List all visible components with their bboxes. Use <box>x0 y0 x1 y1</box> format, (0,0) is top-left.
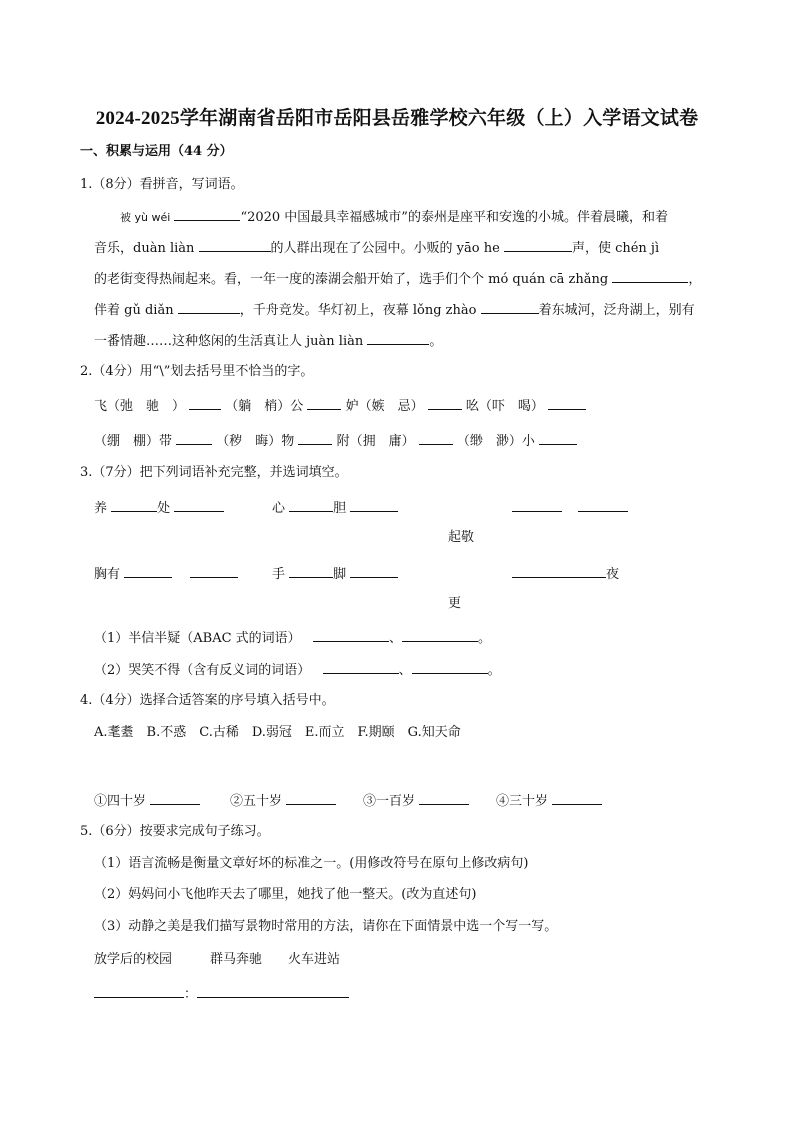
q3-row-1: 养 处 <box>94 498 224 518</box>
answer-blank[interactable] <box>548 396 586 410</box>
q3-heading: 3.（7分）把下列词语补充完整，并选词填空。 <box>80 465 348 480</box>
answer-blank[interactable] <box>350 498 398 512</box>
answer-blank[interactable] <box>174 207 240 221</box>
answer-blank[interactable] <box>512 498 562 512</box>
q5-answer-line: ： <box>94 984 349 1004</box>
answer-blank[interactable] <box>286 791 336 805</box>
q5-heading: 5.（6分）按要求完成句子练习。 <box>80 824 270 839</box>
answer-blank[interactable] <box>552 791 602 805</box>
answer-blank[interactable] <box>350 564 398 578</box>
q3-row-1b: 心 胆 <box>272 498 398 518</box>
answer-blank[interactable] <box>178 300 240 314</box>
answer-blank[interactable] <box>402 628 478 642</box>
answer-blank[interactable] <box>367 331 429 345</box>
answer-blank[interactable] <box>197 984 349 998</box>
section-heading: 一、积累与运用（44 分） <box>80 144 233 159</box>
answer-blank[interactable] <box>313 628 389 642</box>
answer-blank[interactable] <box>94 984 184 998</box>
q1-line-1: 被 yù wéi “2020 中国最具幸福感城市”的泰州是座平和安逸的小城。伴着晨曦，和着 <box>120 207 668 227</box>
answer-blank[interactable] <box>419 791 469 805</box>
q3-note-1: 起敬 <box>448 530 475 545</box>
answer-blank[interactable] <box>174 498 224 512</box>
answer-blank[interactable] <box>199 238 271 252</box>
q4-age-1: ①四十岁 <box>94 791 200 811</box>
q5-scene-2: 群马奔驰 <box>210 952 263 967</box>
q3-row-2: 胸有 <box>94 564 238 584</box>
answer-blank[interactable] <box>323 660 399 674</box>
q1-heading: 1.（8分）看拼音，写词语。 <box>80 177 244 192</box>
q3-row-2b: 手 脚 <box>272 564 398 584</box>
q4-heading: 4.（4分）选择合适答案的序号填入括号中。 <box>80 693 335 708</box>
answer-blank[interactable] <box>111 498 157 512</box>
q5-scene-1: 放学后的校园 <box>94 952 173 967</box>
answer-blank[interactable] <box>504 238 572 252</box>
answer-blank[interactable] <box>190 564 238 578</box>
q5-scene-3: 火车进站 <box>288 952 341 967</box>
q3-note-2: 更 <box>448 596 462 611</box>
answer-blank[interactable] <box>419 431 453 445</box>
q3-row-2c: 夜 <box>512 564 619 584</box>
answer-blank[interactable] <box>512 564 606 578</box>
q5-sub-3: （3）动静之美是我们描写景物时常用的方法，请你在下面情景中选一个写一写。 <box>94 919 558 934</box>
q1-line-4: 伴着 gǔ diǎn ，千舟竞发。华灯初上，夜幕 lǒng zhào 着东城河，泛舟湖上，别有 <box>94 300 695 320</box>
answer-blank[interactable] <box>481 300 539 314</box>
q3-row-1c <box>512 498 628 518</box>
q3-sub-1: （1）半信半疑（ABAC 式的词语） 、 。 <box>94 628 491 648</box>
q5-sub-1: （1）语言流畅是衡量文章好坏的标准之一。(用修改符号在原句上修改病句) <box>94 856 529 871</box>
answer-blank[interactable] <box>289 564 333 578</box>
answer-blank[interactable] <box>189 396 221 410</box>
answer-blank[interactable] <box>612 269 688 283</box>
q5-sub-2: （2）妈妈问小飞他昨天去了哪里，她找了他一整天。(改为直述句) <box>94 887 477 902</box>
answer-blank[interactable] <box>539 431 577 445</box>
answer-blank[interactable] <box>428 396 462 410</box>
q2-row-1: 飞（弛 驰 ） （躺 梢）公 妒（嫉 忌） 吆（吓 喝） <box>94 396 586 416</box>
answer-blank[interactable] <box>298 431 332 445</box>
answer-blank[interactable] <box>412 660 488 674</box>
answer-blank[interactable] <box>150 791 200 805</box>
q4-age-3: ③一百岁 <box>363 791 469 811</box>
q1-line-3: 的老街变得热闹起来。看，一年一度的溱湖会船开始了，选手们个个 mó quán cā zhǎng ， <box>94 269 701 289</box>
q1-line-2: 音乐，duàn liàn 的人群出现在了公园中。小贩的 yāo he 声，使 chén jì <box>94 238 659 258</box>
q3-sub-2: （2）哭笑不得（含有反义词的词语） 、 。 <box>94 660 501 680</box>
answer-blank[interactable] <box>176 431 212 445</box>
answer-blank[interactable] <box>578 498 628 512</box>
answer-blank[interactable] <box>289 498 333 512</box>
q4-options: A.耄耋 B.不惑 C.古稀 D.弱冠 E.而立 F.期颐 G.知天命 <box>94 725 461 740</box>
q2-row-2: （绷 棚）带 （秽 晦）物 附（拥 庸） （缈 渺）小 <box>94 431 577 451</box>
answer-blank[interactable] <box>124 564 172 578</box>
pinyin-yuwei: 被 yù wéi <box>120 211 171 224</box>
q1-line-5: 一番情趣……这种悠闲的生活真让人 juàn liàn 。 <box>94 331 442 351</box>
exam-title: 2024-2025学年湖南省岳阳市岳阳县岳雅学校六年级（上）入学语文试卷 <box>95 108 699 129</box>
q4-age-2: ②五十岁 <box>230 791 336 811</box>
q4-age-4: ④三十岁 <box>496 791 602 811</box>
answer-blank[interactable] <box>307 396 341 410</box>
q2-heading: 2.（4分）用“\”划去括号里不恰当的字。 <box>80 364 314 379</box>
